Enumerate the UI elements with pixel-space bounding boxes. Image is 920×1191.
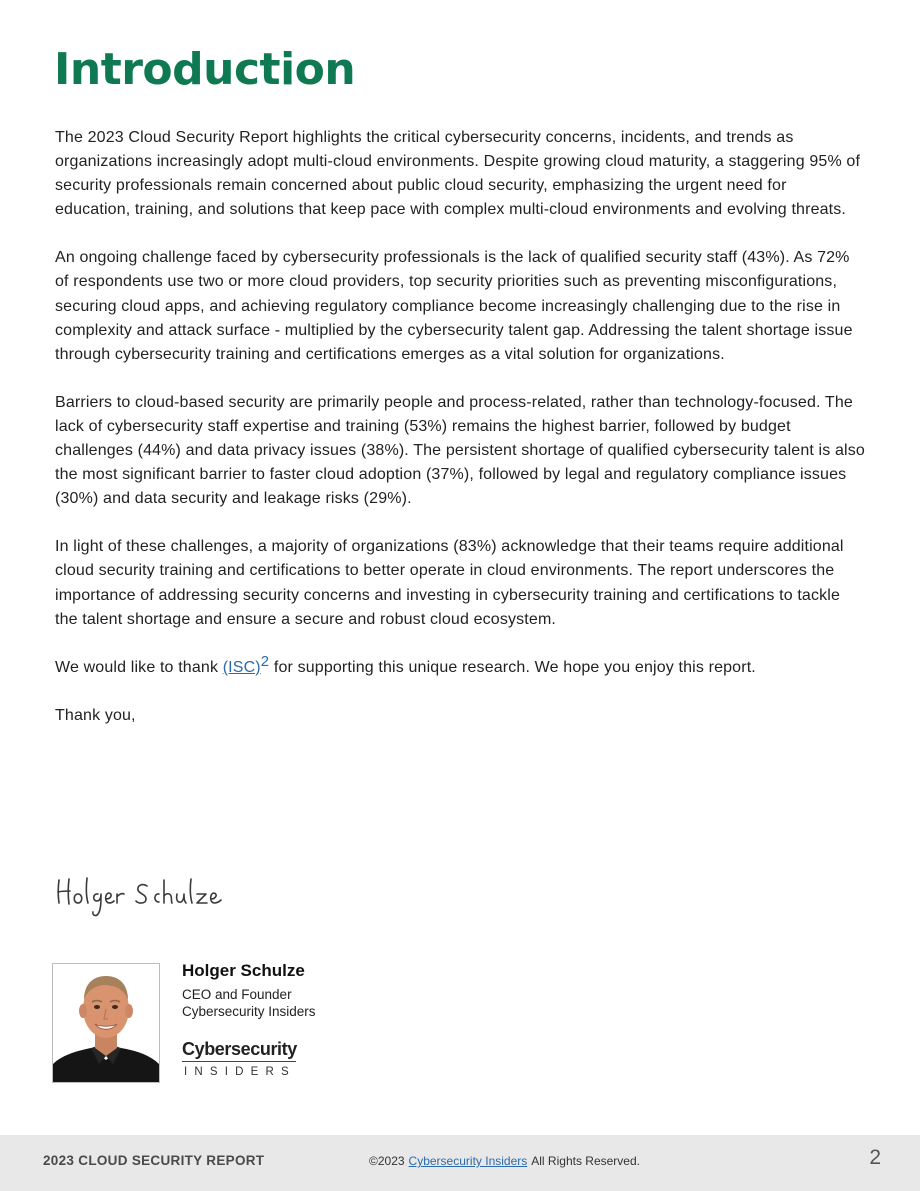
author-role: CEO and Founder [182,987,292,1002]
intro-body [55,126,865,752]
footer-report-title: 2023 CLOUD SECURITY REPORT [43,1153,265,1168]
paragraph-1: The 2023 Cloud Security Report highlights the critical cybersecurity concerns, incidents, and trends as organizations increasingly adopt multi-cloud environments. Despite growing cloud maturity, a staggering 95% of security professionals remain concerned about public cloud security, emphasizing the urgent need for education, training, and solutions that keep pace with complex multi-cloud environments and evolving threats. [55,129,861,219]
paragraph-2: An ongoing challenge faced by cybersecurity professionals is the lack of qualified security staff (43%). As 72% of respondents use two or more cloud providers, top security priorities such as preventing misconfigurations, securing cloud apps, and achieving regulatory compliance become increasingly challenging due to the rise in complexity and attack surface - multiplied by the cybersecurity talent gap. Addressing the talent shortage issue through cybersecurity training and certifications emerges as a vital solution for organizations. [55,249,853,363]
paragraph-3: Barriers to cloud-based security are primarily people and process-related, rather than technology-focused. The lack of cybersecurity staff expertise and training (53%) remains the highest barrier, followed by budget challenges (44%) and data privacy issues (38%). The persistent shortage of qualified cybersecurity talent is also the most significant barrier to faster cloud adoption (37%), followed by legal and regulatory compliance issues (30%) and data security and leakage risks (29%). [55,393,865,508]
rights-reserved: All Rights Reserved. [531,1154,640,1168]
paragraph-5 [55,652,865,680]
logo-subtitle: INSIDERS [184,1066,296,1078]
isc2-link[interactable]: (ISC) [222,658,261,676]
page-title: Introduction [54,44,356,95]
paragraph-4: In light of these challenges, a majority of organizations (83%) acknowledge that their teams require additional cloud security training and certifications to better operate in cloud environments. The report underscores the importance of addressing security concerns and investing in cybersecurity training and certifications to tackle the talent shortage and ensure a secure and robust cloud ecosystem. [55,538,844,628]
handwritten-signature [56,872,236,922]
isc2-superscript: 2 [260,652,270,670]
author-photo [52,963,160,1083]
copyright-year: ©2023 [369,1154,405,1168]
page-footer [0,1135,920,1191]
author-organization: Cybersecurity Insiders [182,1004,316,1019]
cybersecurity-insiders-logo [182,1038,302,1083]
footer-copyright [369,1154,640,1168]
closing-line: Thank you, [55,706,136,724]
portrait-illustration [53,964,159,1082]
logo-divider [182,1061,296,1062]
cybersecurity-insiders-link[interactable]: Cybersecurity Insiders [408,1154,528,1168]
thanks-text-end: for supporting this unique research. We hope you enjoy this report. [269,658,756,676]
thanks-text-start: We would like to thank [55,658,223,676]
author-name: Holger Schulze [182,961,305,980]
page-number: 2 [869,1146,881,1169]
logo-wordmark: Cybersecurity [182,1039,297,1059]
